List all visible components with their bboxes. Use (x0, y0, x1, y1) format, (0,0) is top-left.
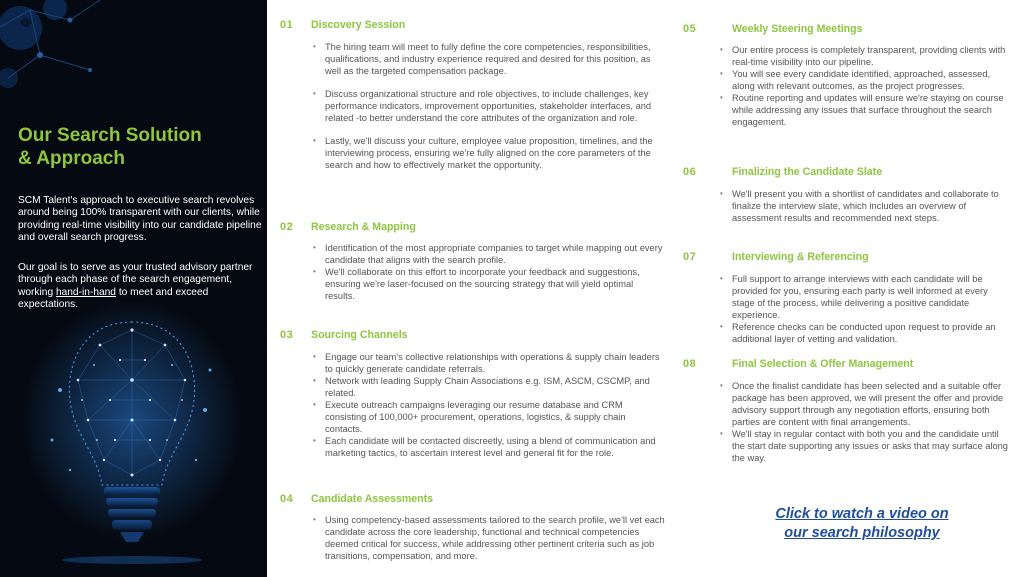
title-line-1: Our Search Solution (18, 125, 202, 146)
section-research (280, 221, 672, 302)
list-item: • Reference checks can be conducted upon request to provide an additional layer of vetting and validation. (732, 321, 1012, 345)
goal-text-start: Our goal is to serve as your trusted advisory partner through each phase of the search engagement, working (18, 262, 253, 298)
list-item: • Full support to arrange interviews with each candidate will be provided for you, ensuring each party is well informed at every stage of the process, while delivering a positive candidate experience. (732, 273, 1012, 321)
section-number: 08 (683, 358, 697, 370)
intro-paragraph: SCM Talent's approach to executive search revolves around being 100% transparent with our clients, while providing real-time visibility into our candidate pipeline and overall search progress. (18, 195, 262, 243)
section-discovery (280, 19, 672, 182)
list-item: • Discuss organizational structure and role objectives, to include challenges, key performance indicators, improvement opportunities, stakeholder interfaces, and related -to better understand the core attributes of the organization and role. (325, 88, 665, 124)
section-steering (683, 23, 1023, 128)
section-final-selection (683, 358, 1023, 464)
list-item: • We'll stay in regular contact with both you and the candidate until the start date supporting any issues or asks that may surface along the way. (732, 428, 1012, 464)
title-line-2: & Approach (18, 148, 125, 169)
list-item: • The hiring team will meet to fully define the core competencies, responsibilities, qualifications, and industry experience required and desired for this position, as well as the targeted compensation package. (325, 41, 665, 77)
list-item: • Network with leading Supply Chain Associations e.g. ISM, ASCM, CSCMP, and related. (325, 375, 665, 399)
section-number: 06 (683, 166, 697, 178)
section-title: Interviewing & Referencing (732, 251, 869, 263)
list-item: • Once the finalist candidate has been selected and a suitable offer package has been approved, we will present the offer and provide advisory support through any negotiation efforts, ensuring both parties are content with final arrangements. (732, 380, 1012, 428)
video-link-line-2: our search philosophy (784, 525, 940, 541)
section-number: 04 (280, 493, 294, 505)
section-title: Research & Mapping (311, 221, 416, 233)
goal-text-end: to meet and exceed expectations. (18, 286, 209, 310)
section-title: Finalizing the Candidate Slate (732, 166, 883, 178)
page-title (18, 124, 263, 170)
list-item: • Each candidate will be contacted discreetly, using a blend of communication and marketing tactics, to ascertain interest level and general fit for the role. (325, 435, 665, 459)
network-decoration (0, 0, 100, 88)
list-item: • We'll collaborate on this effort to incorporate your feedback and suggestions, ensuring we're laser-focused on the sourcing strategy that will yield optimal results. (325, 266, 665, 302)
list-item: • Identification of the most appropriate companies to target while mapping out every candidate that aligns with the search profile. (325, 242, 665, 266)
section-title: Final Selection & Offer Management (732, 358, 914, 370)
section-title: Sourcing Channels (311, 329, 408, 341)
hand-in-hand-text: hand-in-hand (55, 286, 116, 298)
goal-paragraph (18, 262, 263, 311)
section-number: 05 (683, 23, 697, 35)
video-link-line-1: Click to watch a video on (775, 506, 949, 522)
list-item: • Routine reporting and updates will ensure we're staying on course while addressing any issues that surface throughout the search engagement. (732, 92, 1012, 128)
list-item: • We'll present you with a shortlist of candidates and collaborate to finalize the interview slate, which includes an overview of assessment results and recommended next steps. (732, 188, 1012, 224)
section-title: Candidate Assessments (311, 493, 434, 505)
list-item: • Our entire process is completely transparent, providing clients with real-time visibility into our pipeline. (732, 44, 1012, 68)
section-number: 07 (683, 251, 697, 263)
section-sourcing (280, 329, 672, 459)
section-number: 02 (280, 221, 294, 233)
list-item: • Engage our team's collective relationships with operations & supply chain leaders to quickly generate candidate referrals. (325, 351, 665, 375)
section-number: 03 (280, 329, 294, 341)
left-panel (0, 0, 267, 577)
section-assessments (280, 493, 672, 562)
list-item: • Execute outreach campaigns leveraging our resume database and CRM consisting of 100,000+ procurement, operations, logistics, & supply chain contacts. (325, 399, 665, 435)
list-item: • Lastly, we'll discuss your culture, employee value proposition, timelines, and the interviewing process, ensuring we're fully aligned on the core parameters of the search and how to effectively market the opportunity. (325, 135, 665, 171)
section-interviewing (683, 251, 1023, 345)
section-title: Discovery Session (311, 19, 406, 31)
section-title: Weekly Steering Meetings (732, 23, 863, 35)
section-slate (683, 166, 1023, 224)
section-number: 01 (280, 19, 294, 31)
watch-video-link[interactable] (752, 505, 972, 543)
list-item: • Using competency-based assessments tailored to the search profile, we'll vet each candidate across the core leadership, functional and technical competencies deemed critical for success, while addressing other pertinent criteria such as job transitions, compensation, and more. (325, 514, 665, 562)
list-item: • You will see every candidate identified, approached, assessed, along with relevant outcomes, as the project progresses. (732, 68, 1012, 92)
